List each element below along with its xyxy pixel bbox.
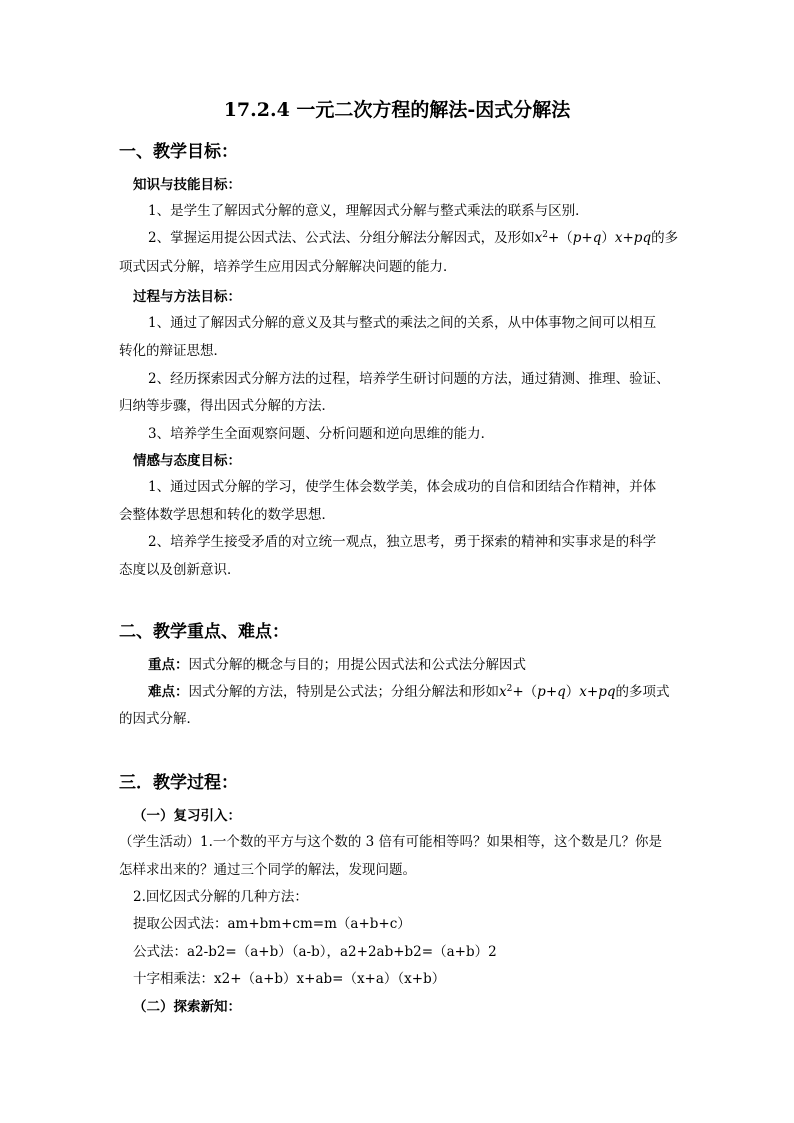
subheading-explore: （二）探索新知： <box>133 999 241 1015</box>
paragraph: 1、通过了解因式分解的意义及其与整式的乘法之间的关系，从中体事物之间可以相互 <box>148 315 657 331</box>
subheading-attitude: 情感与态度目标： <box>133 453 241 469</box>
paragraph-continuation: 怎样求出来的？通过三个同学的解法，发现问题。 <box>119 862 416 878</box>
paragraph-continuation: 转化的辩证思想． <box>119 343 227 359</box>
paragraph: 3、培养学生全面观察问题、分析问题和逆向思维的能力． <box>148 426 495 442</box>
section-heading-key-points: 二、教学重点、难点： <box>119 622 289 642</box>
section-heading-objectives: 一、教学目标： <box>119 142 238 162</box>
paragraph-recall: 2.回忆因式分解的几种方法： <box>133 889 308 905</box>
subheading-knowledge: 知识与技能目标： <box>133 177 241 193</box>
paragraph: 1、通过因式分解的学习，使学生体会数学美，体会成功的自信和团结合作精神，并体 <box>148 479 657 495</box>
paragraph: 2、培养学生接受矛盾的对立统一观点，独立思考，勇于探索的精神和实事求是的科学 <box>148 534 657 550</box>
document-title: 17.2.4 一元二次方程的解法-因式分解法 <box>223 99 571 121</box>
subheading-review: （一）复习引入： <box>133 808 241 824</box>
subheading-process: 过程与方法目标： <box>133 289 241 305</box>
paragraph-continuation: 态度以及创新意识． <box>119 562 241 578</box>
paragraph-continuation: 项式因式分解，培养学生应用因式分解解决问题的能力． <box>119 259 457 275</box>
paragraph: 1、是学生了解因式分解的意义，理解因式分解与整式乘法的联系与区别． <box>148 203 589 219</box>
formula-identity: 公式法：a2-b2=（a+b）（a-b），a2+2ab+b2=（a+b）2 <box>133 944 497 960</box>
paragraph-continuation: 的因式分解． <box>119 711 200 727</box>
paragraph-difficult-point: 难点：因式分解的方法，特别是公式法；分组分解法和形如$x^2+(p+q)x+pq$的多项式 <box>148 684 670 700</box>
paragraph: 2、掌握运用提公因式法、公式法、分组分解法分解因式，及形如$x^2+(p+q)x+pq$的多 <box>148 230 679 246</box>
paragraph-continuation: 归纳等步骤，得出因式分解的方法． <box>119 398 335 414</box>
formula-common-factor: 提取公因式法：am+bm+cm=m（a+b+c） <box>133 916 411 932</box>
formula-cross-multiplication: 十字相乘法：x2+（a+b）x+ab=（x+a）（x+b） <box>133 971 446 987</box>
paragraph-activity: （学生活动）1.一个数的平方与这个数的 3 倍有可能相等吗？如果相等，这个数是几？你是 <box>119 834 663 850</box>
paragraph-key-point: 重点：因式分解的概念与目的；用提公因式法和公式法分解因式 <box>148 657 526 673</box>
section-heading-process: 三．教学过程： <box>119 773 238 793</box>
paragraph-continuation: 会整体数学思想和转化的数学思想． <box>119 507 335 523</box>
paragraph: 2、经历探索因式分解方法的过程，培养学生研讨问题的方法，通过猜测、推理、验证、 <box>148 371 670 387</box>
